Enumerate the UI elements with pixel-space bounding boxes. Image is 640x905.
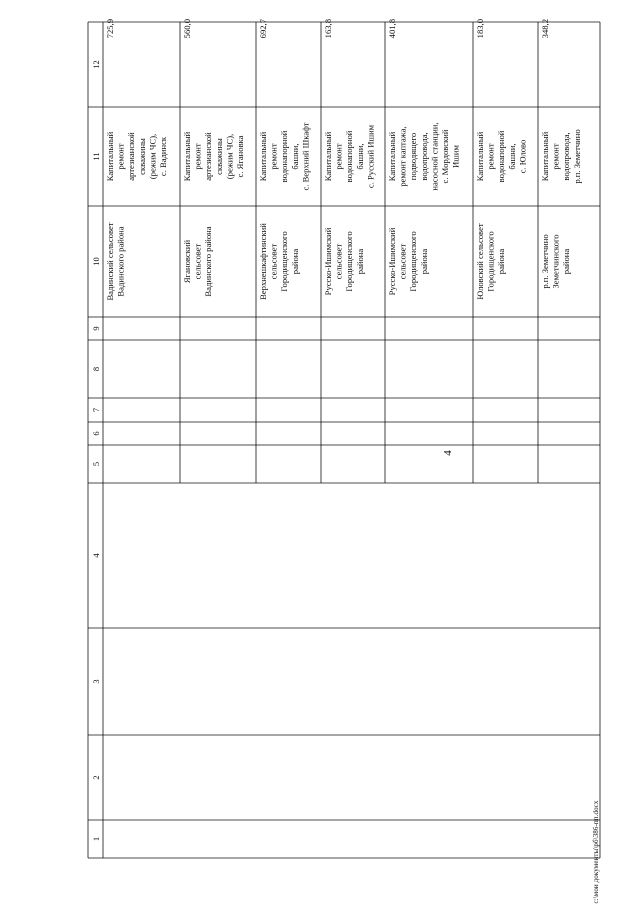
row-1-col11-line: Капитальный: [105, 131, 115, 182]
row-6-col10-line: Городищенского: [485, 231, 496, 292]
row-6-col12: 183,0: [475, 19, 485, 39]
row-1-col12: 725,9: [105, 19, 115, 39]
row-6-col10-line: района: [496, 248, 507, 275]
row-3-col12: 692,7: [258, 19, 268, 39]
row-7-col11-line: ремонт: [550, 143, 561, 170]
row-1-col11-line: ремонт: [115, 143, 126, 170]
row-5-col11-line: подводящего: [408, 132, 419, 181]
header-number-11: 11: [91, 152, 101, 161]
row-4-col11-line: водонапорной: [344, 130, 355, 183]
row-5-col11-line: Ишим: [450, 145, 461, 168]
row-3-col11-line: Капитальный: [258, 131, 268, 182]
row-6-col11-line: водонапорной: [496, 130, 507, 183]
page-number: 4: [442, 450, 454, 456]
row-7-col11-line: водопровода,: [561, 132, 572, 181]
header-number-9: 9: [91, 326, 101, 331]
row-4-col10-line: района: [354, 248, 365, 275]
row-5-col10-line: Городищенского: [408, 231, 419, 292]
row-3-col11-line: ремонт: [268, 143, 279, 170]
row-1-col11-line: артезианской: [126, 132, 137, 181]
row-5-col10-line: Русско-Ишимский: [387, 227, 397, 296]
row-1-col11-line: с. Вадинск: [158, 136, 168, 177]
row-1-col10-line: Вадинского района: [115, 226, 126, 297]
header-number-2: 2: [91, 775, 101, 780]
header-number-1: 1: [91, 836, 101, 842]
row-3-col10-line: Городищенского: [279, 231, 290, 292]
row-7-col11-line: Капитальный: [540, 131, 550, 182]
row-6-col11-line: башни,: [506, 143, 517, 170]
row-2-col10-line: сельсовет: [192, 243, 203, 280]
header-number-12: 12: [91, 60, 101, 69]
header-number-10: 10: [91, 257, 101, 266]
row-7-col11-line: р.п. Земетчино: [571, 129, 582, 184]
row-3-col11-line: башни,: [289, 143, 300, 170]
row-4-col10-line: сельсовет: [333, 243, 344, 280]
row-6-col11-line: ремонт: [485, 143, 496, 170]
row-2-col12: 560,0: [182, 19, 192, 39]
row-4-col10-line: Городищенского: [344, 231, 355, 292]
row-5-col11-line: Капитальный: [387, 131, 397, 182]
header-number-6: 6: [91, 431, 101, 436]
row-4-col10-line: Русско-Ишимский: [323, 227, 333, 296]
row-2-col11-line: (режим ЧС),: [224, 133, 235, 180]
header-number-3: 3: [91, 679, 101, 684]
row-4-col11-line: башни,: [354, 143, 365, 170]
row-2-col11-line: скважины: [213, 138, 224, 175]
row-7-col10-line: района: [561, 248, 572, 275]
row-2-col10-line: Вадинского района: [203, 226, 214, 297]
row-3-col10-line: Верхнешкафтинский: [258, 223, 268, 300]
row-3-col10-line: района: [289, 248, 300, 275]
row-4-col11-line: с. Русский Ишим: [365, 124, 376, 189]
row-4-col11-line: ремонт: [333, 143, 344, 170]
row-3-col11-line: с. Верхний Шкафт: [300, 122, 311, 191]
row-6-col11-line: Капитальный: [475, 131, 485, 182]
header-number-4: 4: [91, 553, 101, 558]
row-2-col11-line: с. Ягановка: [235, 135, 245, 178]
row-1-col11-line: скважины: [136, 138, 147, 175]
header-numbers: [91, 60, 101, 841]
row-7-col10-line: Земетчинского: [550, 234, 561, 289]
row-6-col10-line: Юловский сельсовет: [475, 223, 485, 300]
row-5-col11-line: ремонт каптажа,: [397, 126, 408, 187]
row-7-col10-line: р.п. Земетчино: [540, 234, 550, 289]
row-1-col11-line: (режим ЧС),: [147, 133, 158, 180]
header-number-8: 8: [91, 366, 101, 372]
row-4-col11-line: Капитальный: [323, 131, 333, 182]
row-2-col10-line: Ягановский: [182, 239, 192, 284]
row-7-col12: 348,2: [540, 19, 550, 39]
row-3-col10-line: сельсовет: [268, 243, 279, 280]
row-5-col12: 401,8: [387, 19, 397, 39]
row-2-col11-line: артезианской: [203, 132, 214, 181]
row-5-col11-line: с. Мордовский: [440, 129, 450, 184]
row-1-col10-line: Вадинский сельсовет: [105, 222, 115, 301]
footer-path: c:\мои документы\рб\386-пп.docx: [592, 800, 600, 904]
header-number-5: 5: [91, 461, 101, 467]
row-5-col10-line: района: [418, 248, 429, 275]
row-5-col11-line: насосной станции,: [429, 122, 440, 191]
row-2-col11-line: ремонт: [192, 143, 203, 170]
row-3-col11-line: водонапорной: [279, 130, 290, 183]
row-5-col11-line: водопровода,: [418, 132, 429, 181]
row-2-col11-line: Капитальный: [182, 131, 192, 182]
row-4-col12: 163,8: [323, 19, 333, 39]
header-number-7: 7: [91, 407, 101, 413]
row-6-col11-line: с. Юлово: [517, 139, 528, 174]
row-5-col10-line: сельсовет: [397, 243, 408, 280]
table-cells: [105, 18, 582, 300]
